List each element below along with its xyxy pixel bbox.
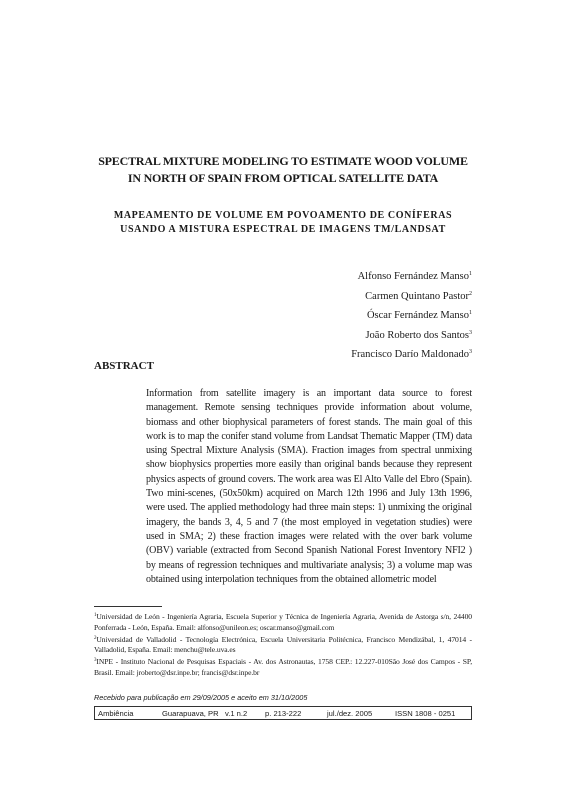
footnote-number: 2 bbox=[94, 635, 97, 641]
author-name: Alfonso Fernández Manso bbox=[357, 271, 469, 282]
footnote bbox=[94, 634, 472, 657]
footnote-text: INPE - Instituto Nacional de Pesquisas Espaciais - Av. dos Astronautas, 1758 CEP.: 12.227-010São José dos Campos - SP, Brasil. Email: jroberto@dsr.inpe.br; francis@dsr.inpe.br bbox=[94, 657, 472, 677]
author bbox=[212, 344, 472, 364]
footnote bbox=[94, 611, 472, 634]
author-affiliation-mark: 1 bbox=[469, 271, 472, 277]
paper-title bbox=[60, 153, 506, 187]
footnote-number: 3 bbox=[94, 658, 97, 664]
abstract-body: Information from satellite imagery is an important data source to forest management. Remote sensing techniques provide information about volume, biomass and other biophysical parameters of forest stands. The main goal of this work is to map the conifer stand volume from Landsat Thematic Mapper (TM) data using Spectral Mixture Analysis (SMA). Fraction images from spectral unmixing show biophysics properties more easily than original bands because they represent physics aspects of ground covers. The work area was El Alto Valle del Ebro (Spain). Two mini-scenes, (50x50km) acquired on March 12th 1996 and July 13th 1996, were used. The applied methodology had three main steps: 1) unmixing the original imagery, the bands 3, 4, 5 and 7 (the most employed in vegetation studies) were used in SMA; 2) these fraction images were related with the over bark volume (OBV) variable (extracted from Second Spanish National Forest Inventory NFI2 ) by means of regression techniques and multivariate analysis; 3) a volume map was obtained using interpolation techniques from the obtained allometric model bbox=[146, 388, 472, 585]
author-list bbox=[212, 266, 472, 364]
footnote-text: Universidad de León - Ingeniería Agraria, Escuela Superior y Técnica de Ingeniería Agraria, Avenida de Astorga s/n, 24400 Ponferrada - León, España. Email: alfonso@unileon.es; oscar.manso@gmail.com bbox=[94, 612, 472, 632]
author bbox=[212, 286, 472, 306]
journal-name: Ambiência bbox=[98, 708, 134, 718]
journal-place: Guarapuava, PR bbox=[162, 708, 219, 718]
author-name: Francisco Darío Maldonado bbox=[351, 349, 469, 360]
subtitle-line-1: MAPEAMENTO DE VOLUME EM POVOAMENTO DE CONÍFERAS bbox=[113, 210, 453, 221]
journal-pages: p. 213-222 bbox=[265, 708, 302, 718]
paper-subtitle bbox=[70, 209, 496, 236]
author-name: Óscar Fernández Manso bbox=[366, 310, 469, 321]
abstract-heading: ABSTRACT bbox=[94, 360, 154, 372]
subtitle-line-2: USANDO A MISTURA ESPECTRAL DE IMAGENS TM/LANDSAT bbox=[120, 223, 446, 235]
author-affiliation-mark: 3 bbox=[469, 349, 472, 355]
footnote-text: Universidad de Valladolid - Tecnología Electrónica, Escuela Universitaria Politécnica, Francisco Mendizábal, 1, 47014 - Valladolid, España. Email: menchu@tele.uva.es bbox=[94, 634, 472, 655]
footnotes bbox=[94, 611, 472, 679]
footnote-divider bbox=[94, 606, 162, 607]
received-accepted-note: Recebido para publicação em 29/09/2005 e aceito em 31/10/2005 bbox=[94, 693, 308, 702]
author bbox=[212, 325, 472, 345]
journal-volume: v.1 n.2 bbox=[225, 708, 248, 718]
author-affiliation-mark: 2 bbox=[469, 290, 472, 297]
journal-issn: ISSN 1808 - 0251 bbox=[395, 708, 456, 718]
author-name: João Roberto dos Santos bbox=[365, 329, 469, 341]
footnote-number: 1 bbox=[94, 613, 97, 618]
journal-info-bar bbox=[94, 706, 472, 720]
author-affiliation-mark: 1 bbox=[469, 310, 472, 316]
author-name: Carmen Quintano Pastor bbox=[365, 290, 469, 302]
author-affiliation-mark: 3 bbox=[469, 329, 472, 336]
footnote bbox=[94, 656, 472, 679]
journal-date: jul./dez. 2005 bbox=[327, 708, 373, 718]
title-line-2: IN NORTH OF SPAIN FROM OPTICAL SATELLITE DATA bbox=[127, 171, 439, 185]
title-line-1: SPECTRAL MIXTURE MODELING TO ESTIMATE WOOD VOLUME bbox=[98, 154, 468, 168]
author bbox=[212, 266, 472, 286]
author bbox=[212, 305, 472, 325]
